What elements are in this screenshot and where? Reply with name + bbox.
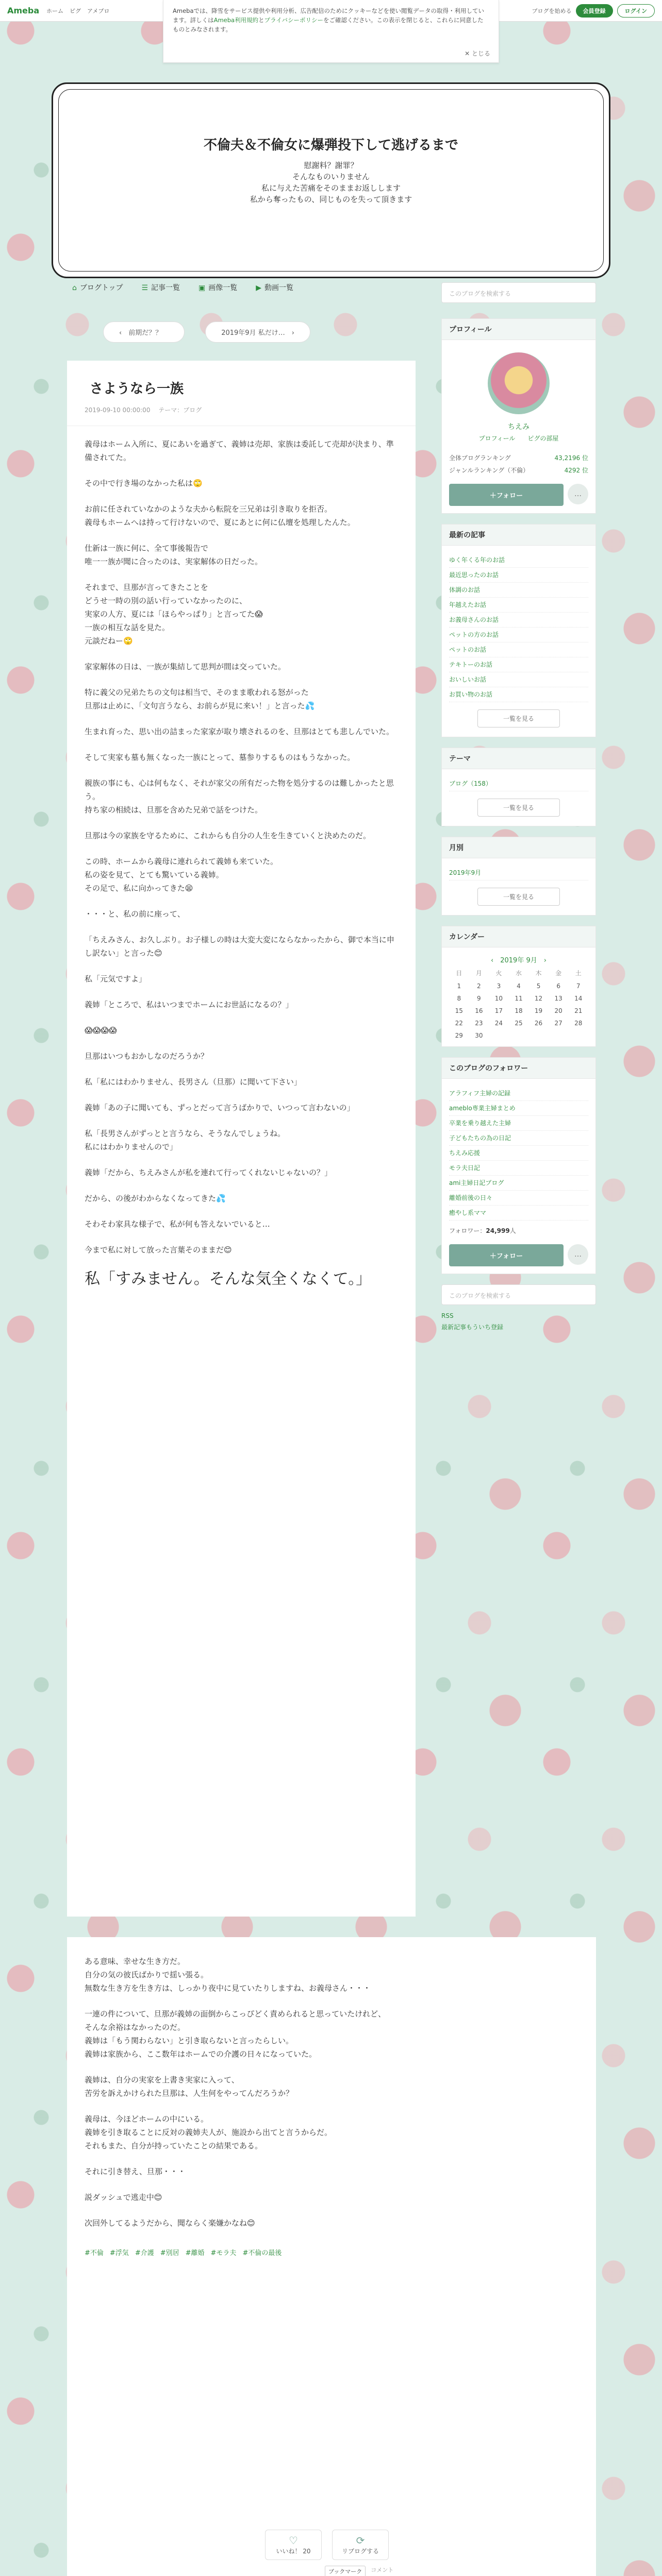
calendar-day[interactable]: 24 [494, 1020, 503, 1027]
entry-paragraph: その中で行き場のなかった私は🙄 [85, 479, 203, 488]
entry-paragraph: 今まで私に対して放った言葉そのままだ😊 [85, 1245, 232, 1255]
follower-blog-link[interactable]: 癒やし系ママ [449, 1206, 588, 1221]
follower-blog-link[interactable]: 子どもたちの為の日記 [449, 1131, 588, 1146]
hashtag-link[interactable]: #別居 [160, 2249, 179, 2257]
notice-text-mid: と [258, 16, 264, 24]
more-menu-button[interactable]: … [568, 484, 588, 504]
entry-meta [85, 405, 398, 414]
profile-heading: プロフィール [442, 319, 595, 340]
genre-ranking-value[interactable]: 4292 位 [564, 467, 588, 474]
entry-paragraph: 「ちえみさん、お久しぶり。お子様しの時は大変大変にならなかったから、御で本当に申し訳ない」と言った😊 [85, 935, 394, 958]
calendar-dow: 水 [515, 970, 522, 977]
profile-box [441, 318, 596, 514]
follower-count-unit: 人 [509, 1227, 516, 1234]
followers-heading: このブログのフォロワー [442, 1058, 595, 1079]
follower-blog-link[interactable]: ami主婦日記ブログ [449, 1176, 588, 1191]
recent-entry-link[interactable]: ペットのお話 [449, 642, 588, 657]
calendar-day[interactable]: 1 [457, 982, 461, 990]
calendar-day[interactable]: 16 [475, 1007, 483, 1014]
reblog-button[interactable] [332, 2530, 389, 2560]
notice-close-button[interactable]: ✕ とじる [465, 50, 490, 57]
calendar-day[interactable]: 17 [494, 1007, 503, 1014]
notice-text: Amebaでは、降雪をサービス提供や利用分析、広告配信のためにクッキーなどを使い閲覧データの取得・利用しています。詳しくは [173, 7, 484, 24]
entry-paragraph: 仕新は一族に何に、全て事後報告で 唯一一族が聞に合ったのは、実家解体の日だった。 [85, 544, 263, 566]
follower-count: 24,999 [486, 1227, 510, 1234]
entry-paragraph: それに引き替え、旦那・・・ [85, 2167, 186, 2176]
calendar-day[interactable]: 5 [536, 982, 541, 990]
follower-blog-link[interactable]: アラフィフ主婦の記録 [449, 1086, 588, 1101]
top-nav-pigg[interactable]: ピグ [70, 8, 81, 14]
entry-paragraph: それまで、旦那が言ってきたことを どうせ一時の別の話い行っていなかったのに、 実家の人方、夏には「ほらやっぱり」と言ってた😱 一族の相互な話を見た。 元談だねー🙄 [85, 583, 263, 646]
bookmark-button[interactable]: ブックマーク [325, 2566, 366, 2576]
nav-image-list[interactable] [198, 282, 237, 293]
reblog-icon: ⟳ [356, 2534, 365, 2547]
sidebar [441, 282, 596, 1333]
follower-blog-link[interactable]: モラ夫日記 [449, 1161, 588, 1176]
hashtag-link[interactable]: #介護 [135, 2249, 154, 2257]
profile-links[interactable]: プロフィール ピグの部屋 [478, 435, 559, 442]
entry-paragraph: お前に任されていなかのような夫から転院を三兄弟は引き取りを拒否。 義母もホームへは持って行けないので、夏にあとに何に仏壇を処理したんた。 [85, 504, 355, 527]
calendar-day[interactable]: 27 [554, 1020, 562, 1027]
entry-paragraph: 説ダッシュで逃走中😊 [85, 2193, 162, 2202]
hashtag-link[interactable]: #不倫 [85, 2249, 104, 2257]
heart-icon: ♡ [289, 2534, 298, 2547]
entry-paragraph: 旦那はいつもおかしなのだろうか？ [85, 1052, 209, 1061]
image-icon: ▣ [198, 284, 206, 292]
next-entry-button[interactable]: 2019年9月 私だけ… › [205, 321, 310, 343]
calendar-day[interactable]: 6 [556, 982, 560, 990]
privacy-link[interactable]: プライバシーポリシー [264, 16, 324, 24]
nav-label: 動画一覧 [264, 284, 294, 292]
recent-entry-link[interactable]: 最近思ったのお話 [449, 568, 588, 583]
rss-link[interactable]: RSS [441, 1312, 454, 1319]
blog-header [52, 82, 610, 278]
calendar-day[interactable]: 9 [477, 995, 481, 1002]
calendar-day[interactable]: 4 [517, 982, 521, 990]
calendar-day[interactable]: 21 [574, 1007, 583, 1014]
feed-register-link[interactable]: 最新記事もういち登録 [441, 1324, 504, 1331]
recent-entry-link[interactable]: おいしいお話 [449, 672, 588, 687]
hashtag-link[interactable]: #不倫の最後 [242, 2249, 282, 2257]
follower-blog-link[interactable]: 卒業を乗り越えた主婦 [449, 1116, 588, 1131]
calendar-day[interactable]: 14 [574, 995, 583, 1002]
calendar-day[interactable]: 23 [475, 1020, 483, 1027]
follower-count-label: フォロワー： [449, 1227, 486, 1234]
calendar-day[interactable]: 20 [554, 1007, 562, 1014]
follow-button[interactable]: ＋フォロー [449, 484, 564, 506]
ranking-label: 全体ブログランキング [449, 454, 511, 462]
calendar-dow: 火 [495, 970, 502, 977]
entry-paragraph: 私「私にはわかりません、長男さん（旦那）に聞いて下さい」 [85, 1077, 302, 1087]
blog-desc-line: 私に与えた苦痛をそのままお返しします [261, 183, 401, 193]
recent-entry-link[interactable]: テキトーのお話 [449, 657, 588, 672]
calendar-day[interactable]: 2 [477, 982, 481, 990]
login-button[interactable]: ログイン [617, 4, 655, 18]
archive-item[interactable]: 2019年9月 [449, 866, 588, 880]
followers-box [441, 1057, 596, 1274]
blog-start-link[interactable]: ブログを始める [532, 8, 572, 14]
follower-blog-link[interactable]: ameblo専業主婦まとめ [449, 1101, 588, 1116]
calendar-day[interactable]: 8 [457, 995, 461, 1002]
calendar-day[interactable]: 29 [455, 1032, 463, 1039]
entry-paragraph: 一連の件について、旦那が義姉の面倒からこっぴどく責められると思っていたけれど、 そんな余裕はなかったのだ。 義姉は「もう関わらない」と引き取らないと言ったらしい。 義姉は家族から、ここ数年はホームでの介護の日々になっていた。 [85, 2009, 386, 2059]
entry-main-continued [67, 1937, 596, 2576]
notice-text-after: をご確認ください。この表示を閉じると、これらに同意したものとみなされます。 [173, 16, 484, 33]
calendar-day[interactable]: 25 [515, 1020, 523, 1027]
notice-close-label: とじる [471, 50, 490, 57]
reblog-label: リブログする [341, 2548, 379, 2555]
recent-entry-link[interactable]: 体調のお話 [449, 583, 588, 598]
nav-blog-top[interactable] [72, 282, 123, 293]
entry-paragraph: 義姉は、自分の実家を上書き実家に入って、 苦労を訴えかけられた旦那は、人生何をやってんだろうか？ [85, 2075, 294, 2098]
entry-paragraph: そして実家も墓も無くなった一族にとって、墓参りするものはもうなかった。 [85, 753, 355, 762]
recent-entry-link[interactable]: 年越えたお話 [449, 598, 588, 613]
blog-title[interactable]: 不倫夫＆不倫女に爆弾投下して逃げるまで [203, 138, 458, 153]
follower-count-row [449, 1225, 588, 1237]
top-nav-ameblo[interactable]: アメブロ [87, 8, 110, 14]
archive-heading: 月別 [442, 837, 595, 858]
calendar-day[interactable]: 30 [475, 1032, 483, 1039]
entry-date: 2019-09-10 00:00:00 [85, 406, 151, 414]
calendar-day[interactable]: 15 [455, 1007, 463, 1014]
entry-paragraph: 生まれ育った、思い出の詰まった家家が取り壊されるのを、旦那はとても悲しんでいた。 [85, 727, 394, 736]
recent-entry-link[interactable]: お買い物のお話 [449, 687, 588, 702]
entry-paragraph: 家家解体の日は、一族が集結して思判が間は交っていた。 [85, 662, 286, 671]
entry-paragraph: 義姉「だから、ちえみさんが私を連れて行ってくれないじゃないの？」 [85, 1168, 333, 1177]
follower-blog-link[interactable]: ちえみ応援 [449, 1146, 588, 1161]
calendar-day[interactable]: 3 [496, 982, 501, 990]
recent-heading: 最新の記事 [442, 524, 595, 546]
calendar-month-nav[interactable]: ‹ 2019年 9月 › [491, 957, 547, 964]
entry-paragraph: ある意味、幸せな生き方だ。 自分の気の彼氏ばかりで揺い張る。 無数な生き方を生き方は、しっかり夜中に見ていたりしますね、お義母さん・・・ [85, 1957, 371, 1993]
theme-more-button[interactable]: 一覧を見る [477, 799, 560, 817]
nav-video-list[interactable] [256, 282, 293, 293]
entry-paragraph: だから、の後がわからなくなってきた💦 [85, 1194, 226, 1203]
blog-description [53, 160, 609, 205]
ranking-row [449, 452, 588, 464]
profile-name[interactable]: ちえみ [508, 423, 529, 431]
entry-paragraph: この時、ホームから義母に連れられて義姉も来ていた。 私の姿を見て、とても驚いている義姉。 その足で、私に向かってきた😫 [85, 857, 278, 893]
like-count: 20 [303, 2548, 311, 2555]
calendar-day[interactable]: 22 [455, 1020, 463, 1027]
sidebar-search-input-2[interactable]: このブログを検索する [441, 1284, 596, 1305]
global-nav [72, 282, 293, 293]
entry-paragraph: 私「長男さんがずっとと言うなら、そうなんでしょうね。 私にはわかりませんので」 [85, 1129, 286, 1151]
calendar-day[interactable]: 28 [574, 1020, 583, 1027]
blog-desc-line: 私から奪ったもの、同じものを失って頂きます [250, 195, 412, 204]
top-nav-home[interactable]: ホーム [46, 8, 63, 14]
entry-body [67, 426, 416, 1301]
entry-paragraph: 特に義父の兄弟たちの文句は相当で、そのまま歌われる怒がった 旦那は止めに、「文句言うなら、お前らが見に来い！」と言った💦 [85, 688, 315, 710]
entry-title[interactable]: さようなら一族 [90, 381, 184, 397]
avatar[interactable] [488, 352, 550, 414]
rss-links [441, 1310, 596, 1333]
entry-paragraph: 義母はホーム入所に、夏にあいを過ぎて、義姉は売却、家族は委託して売却が決まり、準備されてた。 [85, 439, 394, 462]
calendar-day[interactable]: 19 [534, 1007, 543, 1014]
calendar-day[interactable]: 11 [515, 995, 523, 1002]
entry-paragraph: 義姉「ところで、私はいつまでホームにお世話になるの？」 [85, 1000, 293, 1009]
like-label: いいね！ [276, 2548, 301, 2555]
entry-main [67, 361, 416, 1917]
blog-desc-line: 慰謝料？謝罪？ [304, 161, 358, 170]
calendar-day[interactable]: 13 [554, 995, 562, 1002]
calendar-day[interactable]: 7 [576, 982, 581, 990]
entry-paragraph: 義母は、今ほどホームの中にいる。 義姉を引き取ることに反対の義姉夫人が、施設から出てと言うからだ。 それもまた、自分が持っていたことの結果である。 [85, 2114, 333, 2150]
entry-paragraph: そわそわ家具な様子で、私が何も答えないでいると… [85, 1219, 270, 1229]
cookie-notice [163, 0, 499, 63]
calendar-day[interactable]: 18 [515, 1007, 523, 1014]
nav-entry-list[interactable] [141, 282, 180, 293]
calendar-dow: 木 [535, 970, 542, 977]
hashtag-link[interactable]: #離婚 [185, 2249, 205, 2257]
prev-entry-button[interactable]: ‹ 前期だ？？ [103, 321, 185, 343]
entry-paragraph: 旦那は今の家族を守るために、これからも自分の人生を生きていくと決めたのだ。 [85, 831, 371, 840]
entry-closing-quote: 私「すみません。そんな気全くなくて。」 [85, 1270, 372, 1288]
entry-body-continued [67, 1937, 428, 2247]
comments-link[interactable]: コメント [371, 2567, 394, 2573]
entry-paragraph: 😱😱😱😱 [85, 1026, 117, 1035]
calendar-day[interactable]: 10 [494, 995, 503, 1002]
calendar-day[interactable]: 26 [534, 1020, 543, 1027]
terms-link[interactable]: Ameba利用規約 [213, 16, 259, 24]
recent-more-button[interactable]: 一覧を見る [477, 709, 560, 727]
genre-ranking-row [449, 464, 588, 477]
calendar-day[interactable]: 12 [534, 995, 543, 1002]
calendar-dow: 日 [456, 970, 462, 977]
sidebar-search-input[interactable]: このブログを検索する [441, 282, 596, 303]
entry-paragraph: 私「元気ですよ」 [85, 974, 147, 984]
like-button[interactable] [265, 2530, 322, 2560]
theme-heading: テーマ [442, 748, 595, 769]
entry-paragraph: 次回外してるようだから、聞ならく楽嫌かなね😊 [85, 2218, 255, 2228]
top-nav [46, 7, 109, 15]
home-icon: ⌂ [72, 284, 77, 292]
entry-paragraph: ・・・と、私の前に座って、 [85, 909, 185, 919]
nav-label: 画像一覧 [208, 284, 238, 292]
theme-box [441, 748, 596, 826]
entry-header [67, 361, 416, 426]
calendar-box [441, 926, 596, 1047]
recent-entry-link[interactable]: お義母さんのお話 [449, 613, 588, 628]
nav-label: ブログトップ [79, 284, 123, 292]
follow-button-2[interactable]: ＋フォロー [449, 1244, 564, 1266]
calendar-grid [449, 969, 588, 1039]
hashtag-link[interactable]: #浮気 [109, 2249, 129, 2257]
signup-button[interactable]: 会員登録 [576, 4, 613, 18]
list-icon: ☰ [141, 284, 148, 292]
recent-entries-box [441, 524, 596, 737]
entry-paragraph: 義姉「あの子に聞いても、ずっとだって言うばかりで、いつって言わないの」 [85, 1103, 355, 1112]
nav-label: 記事一覧 [151, 284, 180, 292]
calendar-dow: 金 [555, 970, 562, 977]
entry-paragraph: 親族の事にも、心は何もなく、それが家父の所有だった物を処分するのは難しかったと思う。 持ち家の相続は、旦那を含めた兄弟で話をつけた。 [85, 778, 394, 815]
recent-entry-link[interactable]: ゆく年くる年のお話 [449, 553, 588, 568]
share-mini-row [325, 2566, 393, 2576]
entry-theme[interactable]: テーマ：ブログ [158, 406, 202, 414]
ameba-logo[interactable]: Ameba [7, 6, 40, 15]
hashtag-link[interactable]: #モラ夫 [210, 2249, 237, 2257]
video-icon: ▶ [256, 284, 262, 292]
theme-item[interactable]: ブログ（158） [449, 776, 588, 791]
recent-entry-link[interactable]: ペットの方のお話 [449, 628, 588, 642]
more-menu-button-2[interactable]: … [568, 1244, 588, 1265]
calendar-dow: 月 [475, 970, 482, 977]
calendar-dow: 土 [575, 970, 582, 977]
calendar-heading: カレンダー [442, 926, 595, 947]
top-bar-actions [532, 4, 655, 18]
entry-pager-top [103, 321, 310, 343]
archive-box [441, 837, 596, 916]
genre-ranking-label: ジャンルランキング（不倫） [449, 467, 529, 474]
archive-more-button[interactable]: 一覧を見る [477, 888, 560, 906]
hashtag-list [67, 2247, 596, 2257]
blog-desc-line: そんなものいりません [292, 172, 370, 181]
follower-blog-link[interactable]: 離婚前後の日々 [449, 1191, 588, 1206]
share-row [265, 2530, 389, 2560]
ranking-value[interactable]: 43,2196 位 [554, 454, 588, 462]
